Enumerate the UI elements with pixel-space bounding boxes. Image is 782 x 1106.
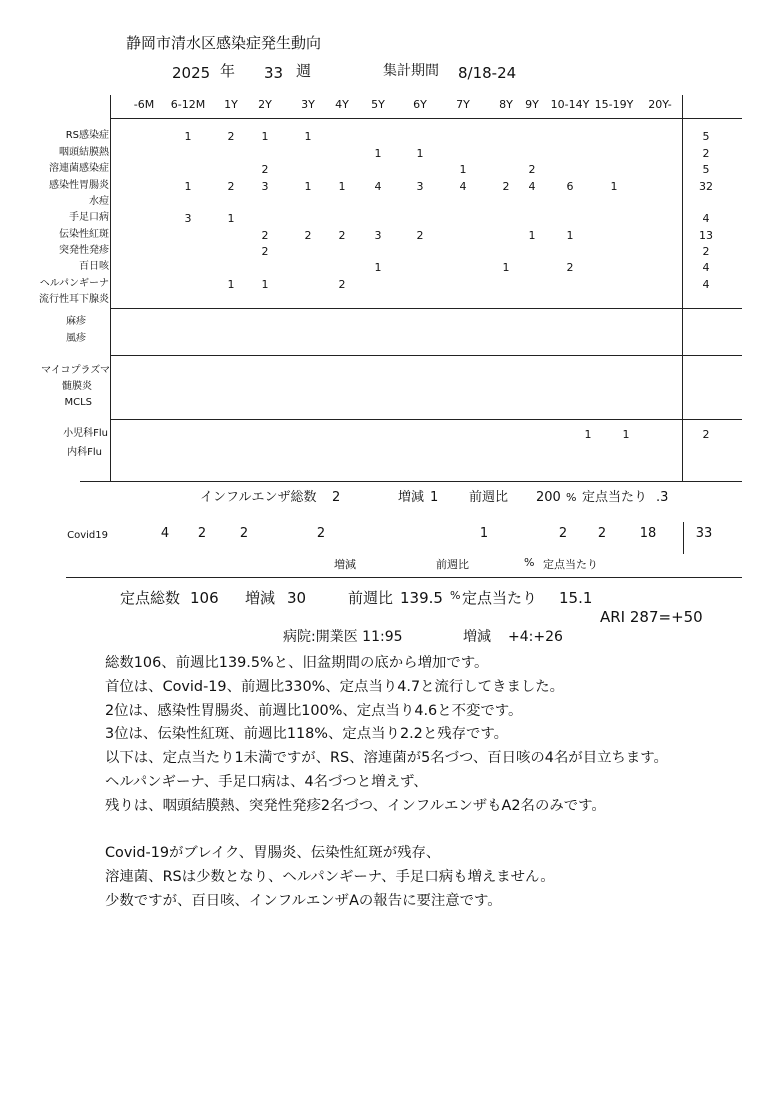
summary-ratio: 139.5 xyxy=(400,589,443,607)
disease-name: 伝染性紅斑 xyxy=(59,229,109,240)
commentary-line: ヘルパンギーナ、手足口病は、4名づつと増えず、 xyxy=(105,774,428,790)
influenza-ratio-label: 前週比 xyxy=(469,490,509,505)
count-cell: 1 xyxy=(261,278,269,291)
row-total: 2 xyxy=(702,428,710,441)
week-unit: 週 xyxy=(296,62,312,80)
flu-bottom-divider xyxy=(80,481,742,482)
count-cell: 2 xyxy=(566,261,574,274)
age-column-header: 6-12M xyxy=(170,98,206,111)
report-year: 2025 xyxy=(172,64,211,82)
count-cell: 1 xyxy=(227,278,235,291)
influenza-pct: % xyxy=(566,491,577,504)
page-title: 静岡市清水区感染症発生動向 xyxy=(126,34,322,52)
commentary-line: 3位は、伝染性紅斑、前週比118%、定点当り2.2と残存です。 xyxy=(105,726,509,743)
count-cell: 1 xyxy=(184,180,192,193)
row-total: 32 xyxy=(699,180,713,193)
influenza-per-point: .3 xyxy=(656,490,669,505)
age-column-header: 10-14Y xyxy=(550,98,590,111)
disease-name: 流行性耳下腺炎 xyxy=(39,294,109,305)
count-cell: 2 xyxy=(261,245,269,258)
count-cell: 2 xyxy=(558,526,568,541)
summary-change: 30 xyxy=(287,589,307,607)
influenza-total: 2 xyxy=(332,490,341,505)
row-total: 5 xyxy=(702,163,710,176)
hospital-change: +4:+26 xyxy=(508,629,563,645)
count-cell: 1 xyxy=(374,261,382,274)
row-total: 4 xyxy=(702,278,710,291)
total-column-border xyxy=(682,95,683,482)
age-column-header: 7Y xyxy=(456,98,470,111)
age-column-header: -6M xyxy=(133,98,155,111)
count-cell: 1 xyxy=(304,180,312,193)
count-cell: 2 xyxy=(597,526,607,541)
count-cell: 1 xyxy=(622,428,630,441)
count-cell: 1 xyxy=(227,212,235,225)
age-column-header: 5Y xyxy=(371,98,385,111)
age-column-header: 6Y xyxy=(413,98,427,111)
count-cell: 18 xyxy=(639,526,657,541)
count-cell: 2 xyxy=(261,229,269,242)
count-cell: 2 xyxy=(197,526,207,541)
disease-name: 髄膜炎 xyxy=(62,381,92,392)
count-cell: 3 xyxy=(261,180,269,193)
year-unit: 年 xyxy=(220,62,236,80)
period-label: 集計期間 xyxy=(383,63,439,79)
summary-per-point: 15.1 xyxy=(559,589,593,607)
disease-name: 感染性胃腸炎 xyxy=(49,180,109,191)
covid-ratio-label: 前週比 xyxy=(436,558,469,571)
count-cell: 3 xyxy=(416,180,424,193)
disease-name: RS感染症 xyxy=(65,130,109,141)
influenza-total-label: インフルエンザ総数 xyxy=(200,490,317,505)
disease-name: 麻疹 xyxy=(66,316,86,327)
summary-pct: % xyxy=(450,589,461,602)
disease-name: 溶連菌感染症 xyxy=(49,163,109,174)
disease-name: ヘルパンギーナ xyxy=(39,278,109,289)
covid-change-label: 増減 xyxy=(334,558,356,571)
age-column-header: 15-19Y xyxy=(594,98,634,111)
covid-pct: % xyxy=(524,556,535,569)
age-column-header: 4Y xyxy=(335,98,349,111)
table-left-border xyxy=(110,95,111,482)
covid-name: Covid19 xyxy=(67,530,108,541)
count-cell: 2 xyxy=(338,229,346,242)
count-cell: 1 xyxy=(338,180,346,193)
flu-name: 小児科Flu xyxy=(63,428,108,439)
row-total: 2 xyxy=(702,245,710,258)
count-cell: 4 xyxy=(459,180,467,193)
period-value: 8/18-24 xyxy=(458,64,517,82)
disease-name: マイコプラズマ xyxy=(41,365,110,376)
age-column-header: 2Y xyxy=(258,98,272,111)
count-cell: 1 xyxy=(261,130,269,143)
influenza-change: 1 xyxy=(430,490,439,505)
count-cell: 4 xyxy=(160,526,170,541)
count-cell: 1 xyxy=(459,163,467,176)
disease-name: 咽頭結膜熱 xyxy=(59,147,109,158)
count-cell: 6 xyxy=(566,180,574,193)
row-total: 4 xyxy=(702,261,710,274)
summary-total-label: 定点総数 xyxy=(120,589,181,607)
covid-bottom-divider xyxy=(66,577,742,578)
count-cell: 2 xyxy=(338,278,346,291)
commentary-line: 溶連菌、RSは少数となり、ヘルパンギーナ、手足口病も増えません。 xyxy=(105,869,555,886)
count-cell: 1 xyxy=(610,180,618,193)
count-cell: 1 xyxy=(479,526,489,541)
age-column-header: 8Y xyxy=(499,98,513,111)
covid-per-point-label: 定点当たり xyxy=(543,558,598,571)
count-cell: 3 xyxy=(374,229,382,242)
count-cell: 1 xyxy=(184,130,192,143)
row-total: 4 xyxy=(702,212,710,225)
count-cell: 3 xyxy=(184,212,192,225)
group-divider-2 xyxy=(110,355,742,356)
report-week: 33 xyxy=(264,64,284,82)
row-total: 5 xyxy=(702,130,710,143)
row-total: 2 xyxy=(702,147,710,160)
covid-total-divider xyxy=(683,522,684,554)
summary-ratio-label: 前週比 xyxy=(348,589,394,607)
count-cell: 2 xyxy=(227,180,235,193)
disease-name: 百日咳 xyxy=(79,261,109,272)
header-divider xyxy=(110,118,742,119)
summary-total: 106 xyxy=(190,589,219,607)
commentary-line: 首位は、Covid-19、前週比330%、定点当り4.7と流行してきました。 xyxy=(105,678,565,695)
ari-value: ARI 287=+50 xyxy=(600,608,703,626)
count-cell: 1 xyxy=(416,147,424,160)
age-column-header: 1Y xyxy=(224,98,238,111)
commentary-line: 残りは、咽頭結膜熱、突発性発疹2名づつ、インフルエンザもA2名のみです。 xyxy=(105,797,606,814)
commentary-line: 少数ですが、百日咳、インフルエンザAの報告に要注意です。 xyxy=(105,893,502,909)
count-cell: 2 xyxy=(239,526,249,541)
count-cell: 2 xyxy=(304,229,312,242)
group-divider-3 xyxy=(110,419,742,420)
influenza-ratio: 200 xyxy=(536,490,561,505)
commentary-line: 総数106、前週比139.5%と、旧盆期間の底から増加です。 xyxy=(105,655,489,671)
count-cell: 1 xyxy=(502,261,510,274)
count-cell: 1 xyxy=(304,130,312,143)
influenza-per-point-label: 定点当たり xyxy=(582,490,648,505)
summary-per-point-label: 定点当たり xyxy=(462,589,538,607)
flu-name: 内科Flu xyxy=(67,447,102,458)
count-cell: 4 xyxy=(374,180,382,193)
count-cell: 1 xyxy=(566,229,574,242)
count-cell: 2 xyxy=(261,163,269,176)
disease-name: 風疹 xyxy=(66,333,86,344)
row-total: 13 xyxy=(699,229,713,242)
hospital-ratio: 病院:開業医 11:95 xyxy=(283,629,403,645)
count-cell: 2 xyxy=(502,180,510,193)
count-cell: 1 xyxy=(374,147,382,160)
count-cell: 2 xyxy=(316,526,326,541)
commentary-line: 以下は、定点当たり1未満ですが、RS、溶連菌が5名づつ、百日咳の4名が目立ちます。 xyxy=(105,750,668,767)
count-cell: 1 xyxy=(528,229,536,242)
summary-change-label: 増減 xyxy=(245,589,276,607)
hospital-change-label: 増減 xyxy=(463,629,491,645)
count-cell: 1 xyxy=(584,428,592,441)
commentary-line: Covid-19がブレイク、胃腸炎、伝染性紅斑が残存、 xyxy=(105,845,441,862)
count-cell: 2 xyxy=(416,229,424,242)
row-total: 33 xyxy=(695,526,713,541)
disease-name: 突発性発疹 xyxy=(59,245,109,256)
commentary-line: 2位は、感染性胃腸炎、前週比100%、定点当り4.6と不変です。 xyxy=(105,702,523,719)
influenza-change-label: 増減 xyxy=(398,490,425,505)
disease-name: 手足口病 xyxy=(69,212,109,223)
disease-name: MCLS xyxy=(64,397,92,408)
count-cell: 2 xyxy=(227,130,235,143)
age-column-header: 3Y xyxy=(301,98,315,111)
count-cell: 2 xyxy=(528,163,536,176)
group-divider-1 xyxy=(110,308,742,309)
age-column-header: 20Y- xyxy=(648,98,672,111)
disease-name: 水痘 xyxy=(89,196,109,207)
age-column-header: 9Y xyxy=(525,98,539,111)
count-cell: 4 xyxy=(528,180,536,193)
